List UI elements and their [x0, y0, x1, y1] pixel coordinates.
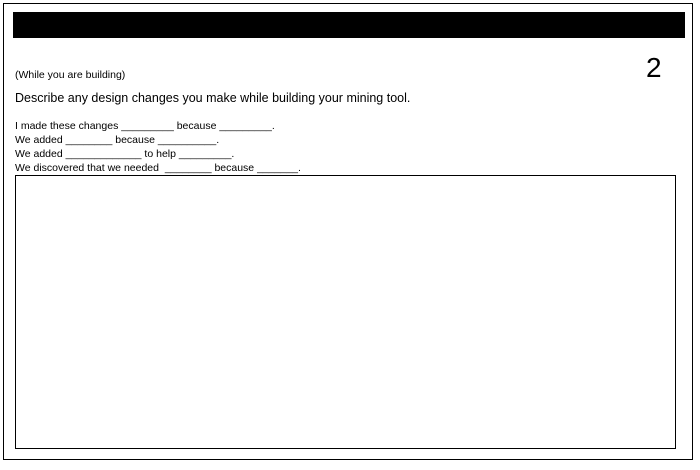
prompt-line: I made these changes _________ because _________. [15, 120, 275, 132]
header-bar [13, 12, 685, 38]
prompt-line: We added ________ because __________. [15, 134, 220, 146]
prompt-line: We discovered that we needed ________ because _______. [15, 162, 301, 174]
page-number: 2 [646, 52, 662, 83]
prompt-line: We added _____________ to help _________. [15, 148, 235, 160]
subtitle: (While you are building) [15, 69, 126, 81]
answer-box[interactable] [15, 175, 676, 449]
instruction-text: Describe any design changes you make while building your mining tool. [15, 91, 411, 105]
sentence-prompts [15, 119, 301, 175]
